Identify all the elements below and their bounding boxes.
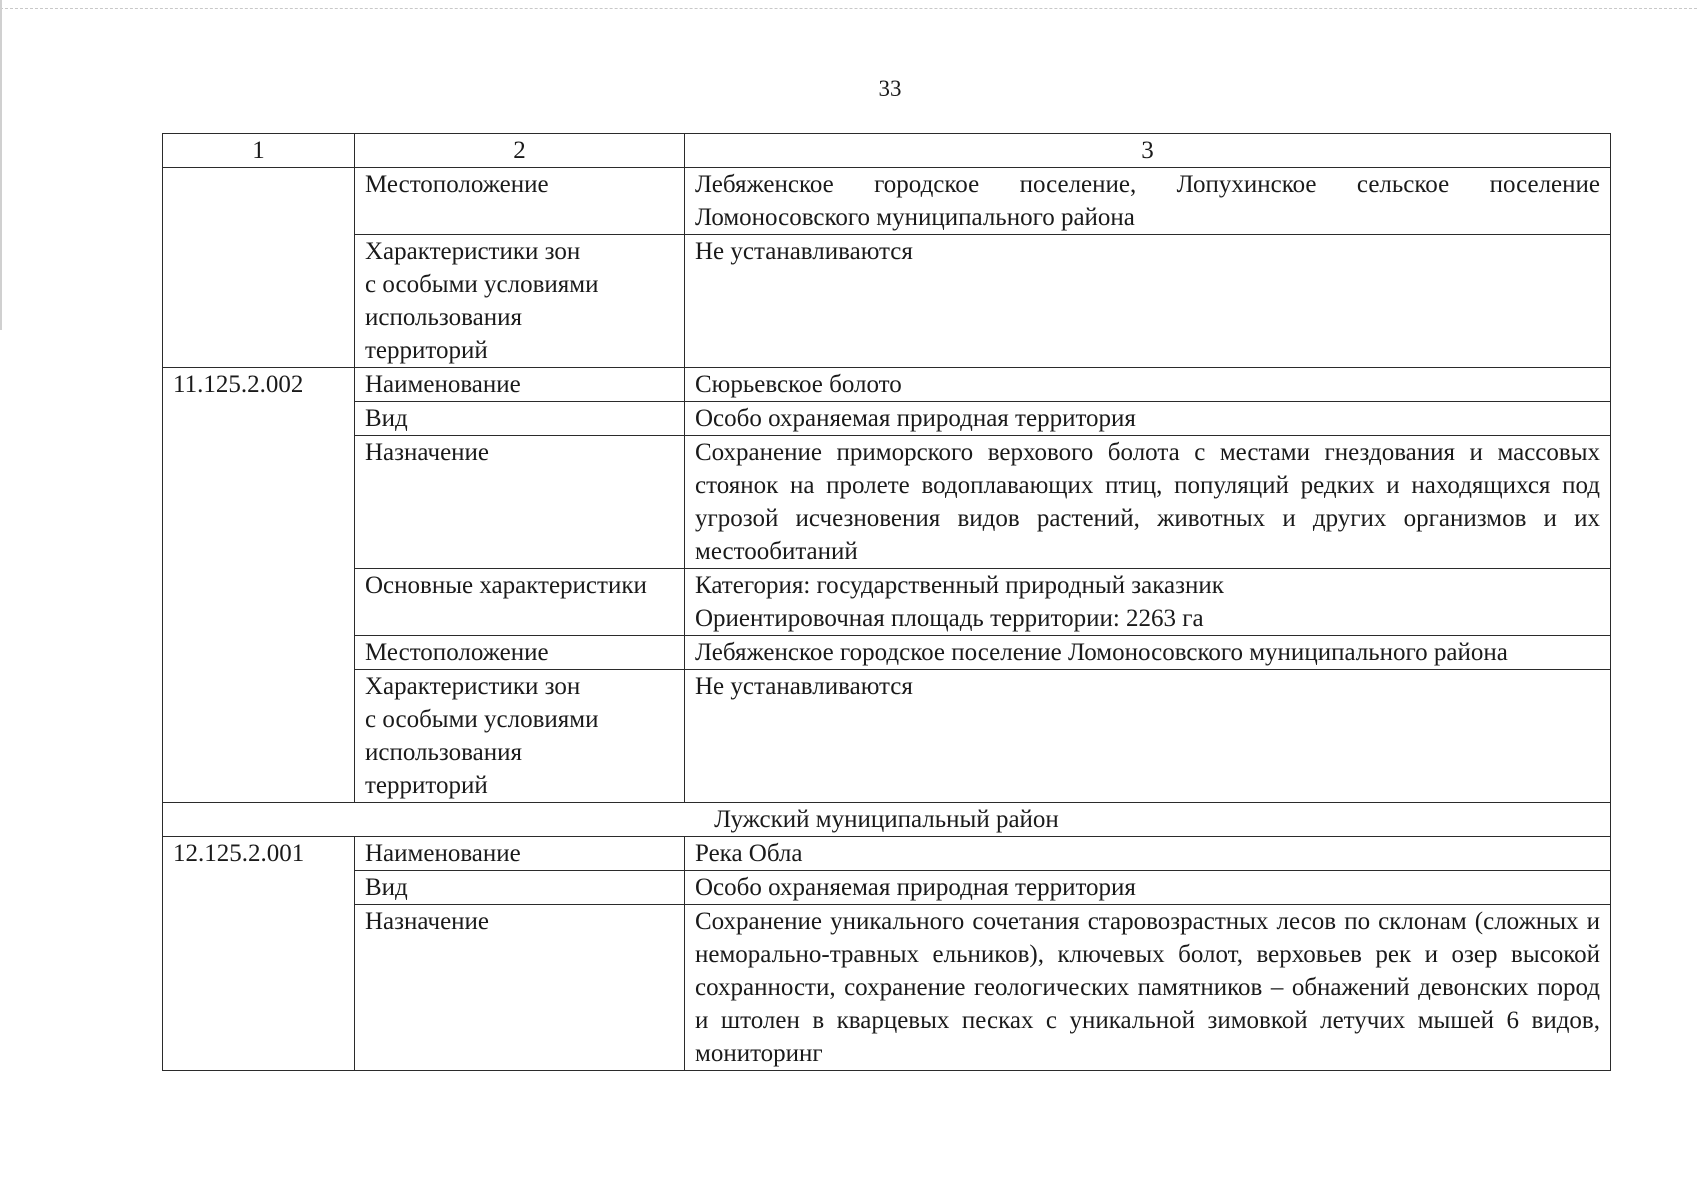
label-line: с особыми условиями <box>365 706 599 733</box>
attribute-value <box>685 905 1611 1071</box>
attribute-label: Назначение <box>355 905 685 1071</box>
label-line: Характеристики зон <box>365 238 581 265</box>
attribute-value <box>685 569 1611 636</box>
column-header-3: 3 <box>685 134 1611 168</box>
value-line: Категория: государственный природный заказник <box>695 572 1224 599</box>
table-header-row <box>163 134 1611 168</box>
table-row <box>163 368 1611 402</box>
attribute-value-text: Сохранение уникального сочетания старовозрастных лесов по склонам (сложных и неморально-травных ельников), ключевых болот, верховьев рек и озер высокой сохранности, сохранение геологических памятников – обнажений девонских пород и штолен в кварцевых песках с уникальной зимовкой летучих мышей 6 видов, мониторинг <box>695 908 1600 1067</box>
object-id: 12.125.2.001 <box>163 837 355 1071</box>
object-id-cell-empty <box>163 168 355 368</box>
attribute-value: Лебяженское городское поселение, Лопухинское сельское поселение Ломоносовского муниципального района <box>685 168 1611 235</box>
table-row <box>163 168 1611 235</box>
table-row <box>163 905 1611 1071</box>
page-number: 33 <box>878 76 902 101</box>
column-header-2: 2 <box>355 134 685 168</box>
attribute-label: Местоположение <box>355 168 685 235</box>
scan-edge-left <box>0 0 2 330</box>
section-row <box>163 803 1611 837</box>
table-row <box>163 235 1611 368</box>
document-table <box>162 133 1611 1071</box>
scan-edge-top <box>0 8 1697 9</box>
table-row <box>163 871 1611 905</box>
label-line: с особыми условиями <box>365 271 599 298</box>
table-row <box>163 670 1611 803</box>
object-id: 11.125.2.002 <box>163 368 355 803</box>
attribute-label: Наименование <box>355 837 685 871</box>
attribute-value: Не устанавливаются <box>685 235 1611 368</box>
attribute-value: Сохранение приморского верхового болота с местами гнездования и массовых стоянок на пролете водоплавающих птиц, популяций редких и находящихся под угрозой исчезновения видов растений, животных и других организмов и их местообитаний <box>685 436 1611 569</box>
label-line: территорий <box>365 337 488 364</box>
section-title: Лужский муниципальный район <box>163 803 1611 837</box>
attribute-value: Не устанавливаются <box>685 670 1611 803</box>
attribute-label <box>355 670 685 803</box>
table-row <box>163 402 1611 436</box>
value-line: Ориентировочная площадь территории: 2263 га <box>695 605 1204 632</box>
attribute-label: Вид <box>355 871 685 905</box>
table-row <box>163 569 1611 636</box>
column-header-1: 1 <box>163 134 355 168</box>
table-row <box>163 837 1611 871</box>
attribute-label <box>355 235 685 368</box>
table-row <box>163 636 1611 670</box>
attribute-label: Основные характеристики <box>355 569 685 636</box>
label-line: Характеристики зон <box>365 673 581 700</box>
attribute-label: Назначение <box>355 436 685 569</box>
table-row <box>163 436 1611 569</box>
label-line: использования <box>365 739 522 766</box>
label-line: использования <box>365 304 522 331</box>
attribute-label: Наименование <box>355 368 685 402</box>
attribute-value: Особо охраняемая природная территория <box>685 402 1611 436</box>
attribute-value: Особо охраняемая природная территория <box>685 871 1611 905</box>
label-line: территорий <box>365 772 488 799</box>
attribute-value: Река Обла <box>685 837 1611 871</box>
attribute-label: Местоположение <box>355 636 685 670</box>
attribute-value: Лебяженское городское поселение Ломоносовского муниципального района <box>685 636 1611 670</box>
attribute-label: Вид <box>355 402 685 436</box>
attribute-value: Сюрьевское болото <box>685 368 1611 402</box>
